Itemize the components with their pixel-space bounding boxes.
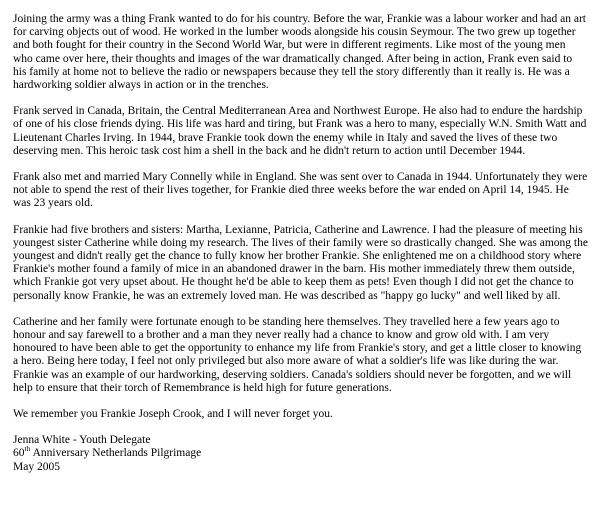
paragraph-joining-army: Joining the army was a thing Frank wanted to do for his country. Before the war, Frankie was a labour worker and had an art for carving objects out of wood. He worked in the lumber woods alongside his cousin Seymour. The two grew up together and both fought for their country in the Second World War, but were in different regiments. Like most of the young men who came over here, their thoughts and images of the war dramatically changed. After being in action, Frank even said to his family at home not to believe the radio or newspapers because they tell the story differently than it really is. He was a hardworking soldier always in action or in the trenches. [13, 13, 586, 92]
signature-date: May 2005 [13, 460, 60, 473]
anniversary-text: Anniversary Netherlands Pilgrimage [30, 447, 202, 460]
signature-anniversary [13, 444, 588, 460]
paragraph-marriage: Frank also met and married Mary Connelly while in England. She was sent over to Canada in 1944. Unfortunately they were not able to spend the rest of their lives together, for Frankie died three weeks before the war ended on April 14, 1945. He was 23 years old. [13, 171, 588, 210]
paragraph-service-record: Frank served in Canada, Britain, the Central Mediterranean Area and Northwest Europe. He also had to endure the hardship of one of his close friends dying. His life was hard and tiring, but Frank was a hero to many, especially W.N. Smith Watt and Lieutenant Charles Irving. In 1944, brave Frankie took down the enemy while in Italy and saved the lives of these two deserving men. This heroic task cost him a shell in the back and he didn't return to action until December 1944. [13, 105, 587, 157]
signature-name: Jenna White - Youth Delegate [13, 434, 151, 447]
anniversary-number: 60 [13, 447, 25, 460]
paragraph-family-visit: Catherine and her family were fortunate enough to be standing here themselves. They travelled here a few years ago to honour and say farewell to a brother and a man they never really had a chance to know and grow old with. I am very honoured to have been able to get the opportunity to enhance my life from Frankie's story, and get a little closer to knowing a hero. Being here today, I feel not only privileged but also more aware of what a soldier's life was like during the war. Frankie was an example of our hardworking, deserving soldiers. Canada's soldiers should never be forgotten, and we will help to ensure that their torch of Remembrance is held high for future generations. [13, 315, 582, 394]
anniversary-ordinal: th [24, 444, 31, 454]
paragraph-remembrance: We remember you Frankie Joseph Crook, and I will never forget you. [13, 408, 333, 421]
paragraph-siblings: Frankie had five brothers and sisters: Martha, Lexianne, Patricia, Catherine and Lawrence. I had the pleasure of meeting his youngest sister Catherine while doing my research. The lives of their family were so drastically changed. She was among the youngest and didn't really get the chance to fully know her brother Frankie. She enlightened me on a childhood story where Frankie's mother found a family of mice in an abandoned drawer in the barn. His mother immediately threw them outside, which Frankie got very upset about. He thought he'd be able to keep them as pets! Even though I did not get the chance to personally know Frankie, he was an extremely loved man. He was described as "happy go lucky" and well liked by all. [13, 223, 588, 302]
signature-block [13, 434, 588, 474]
